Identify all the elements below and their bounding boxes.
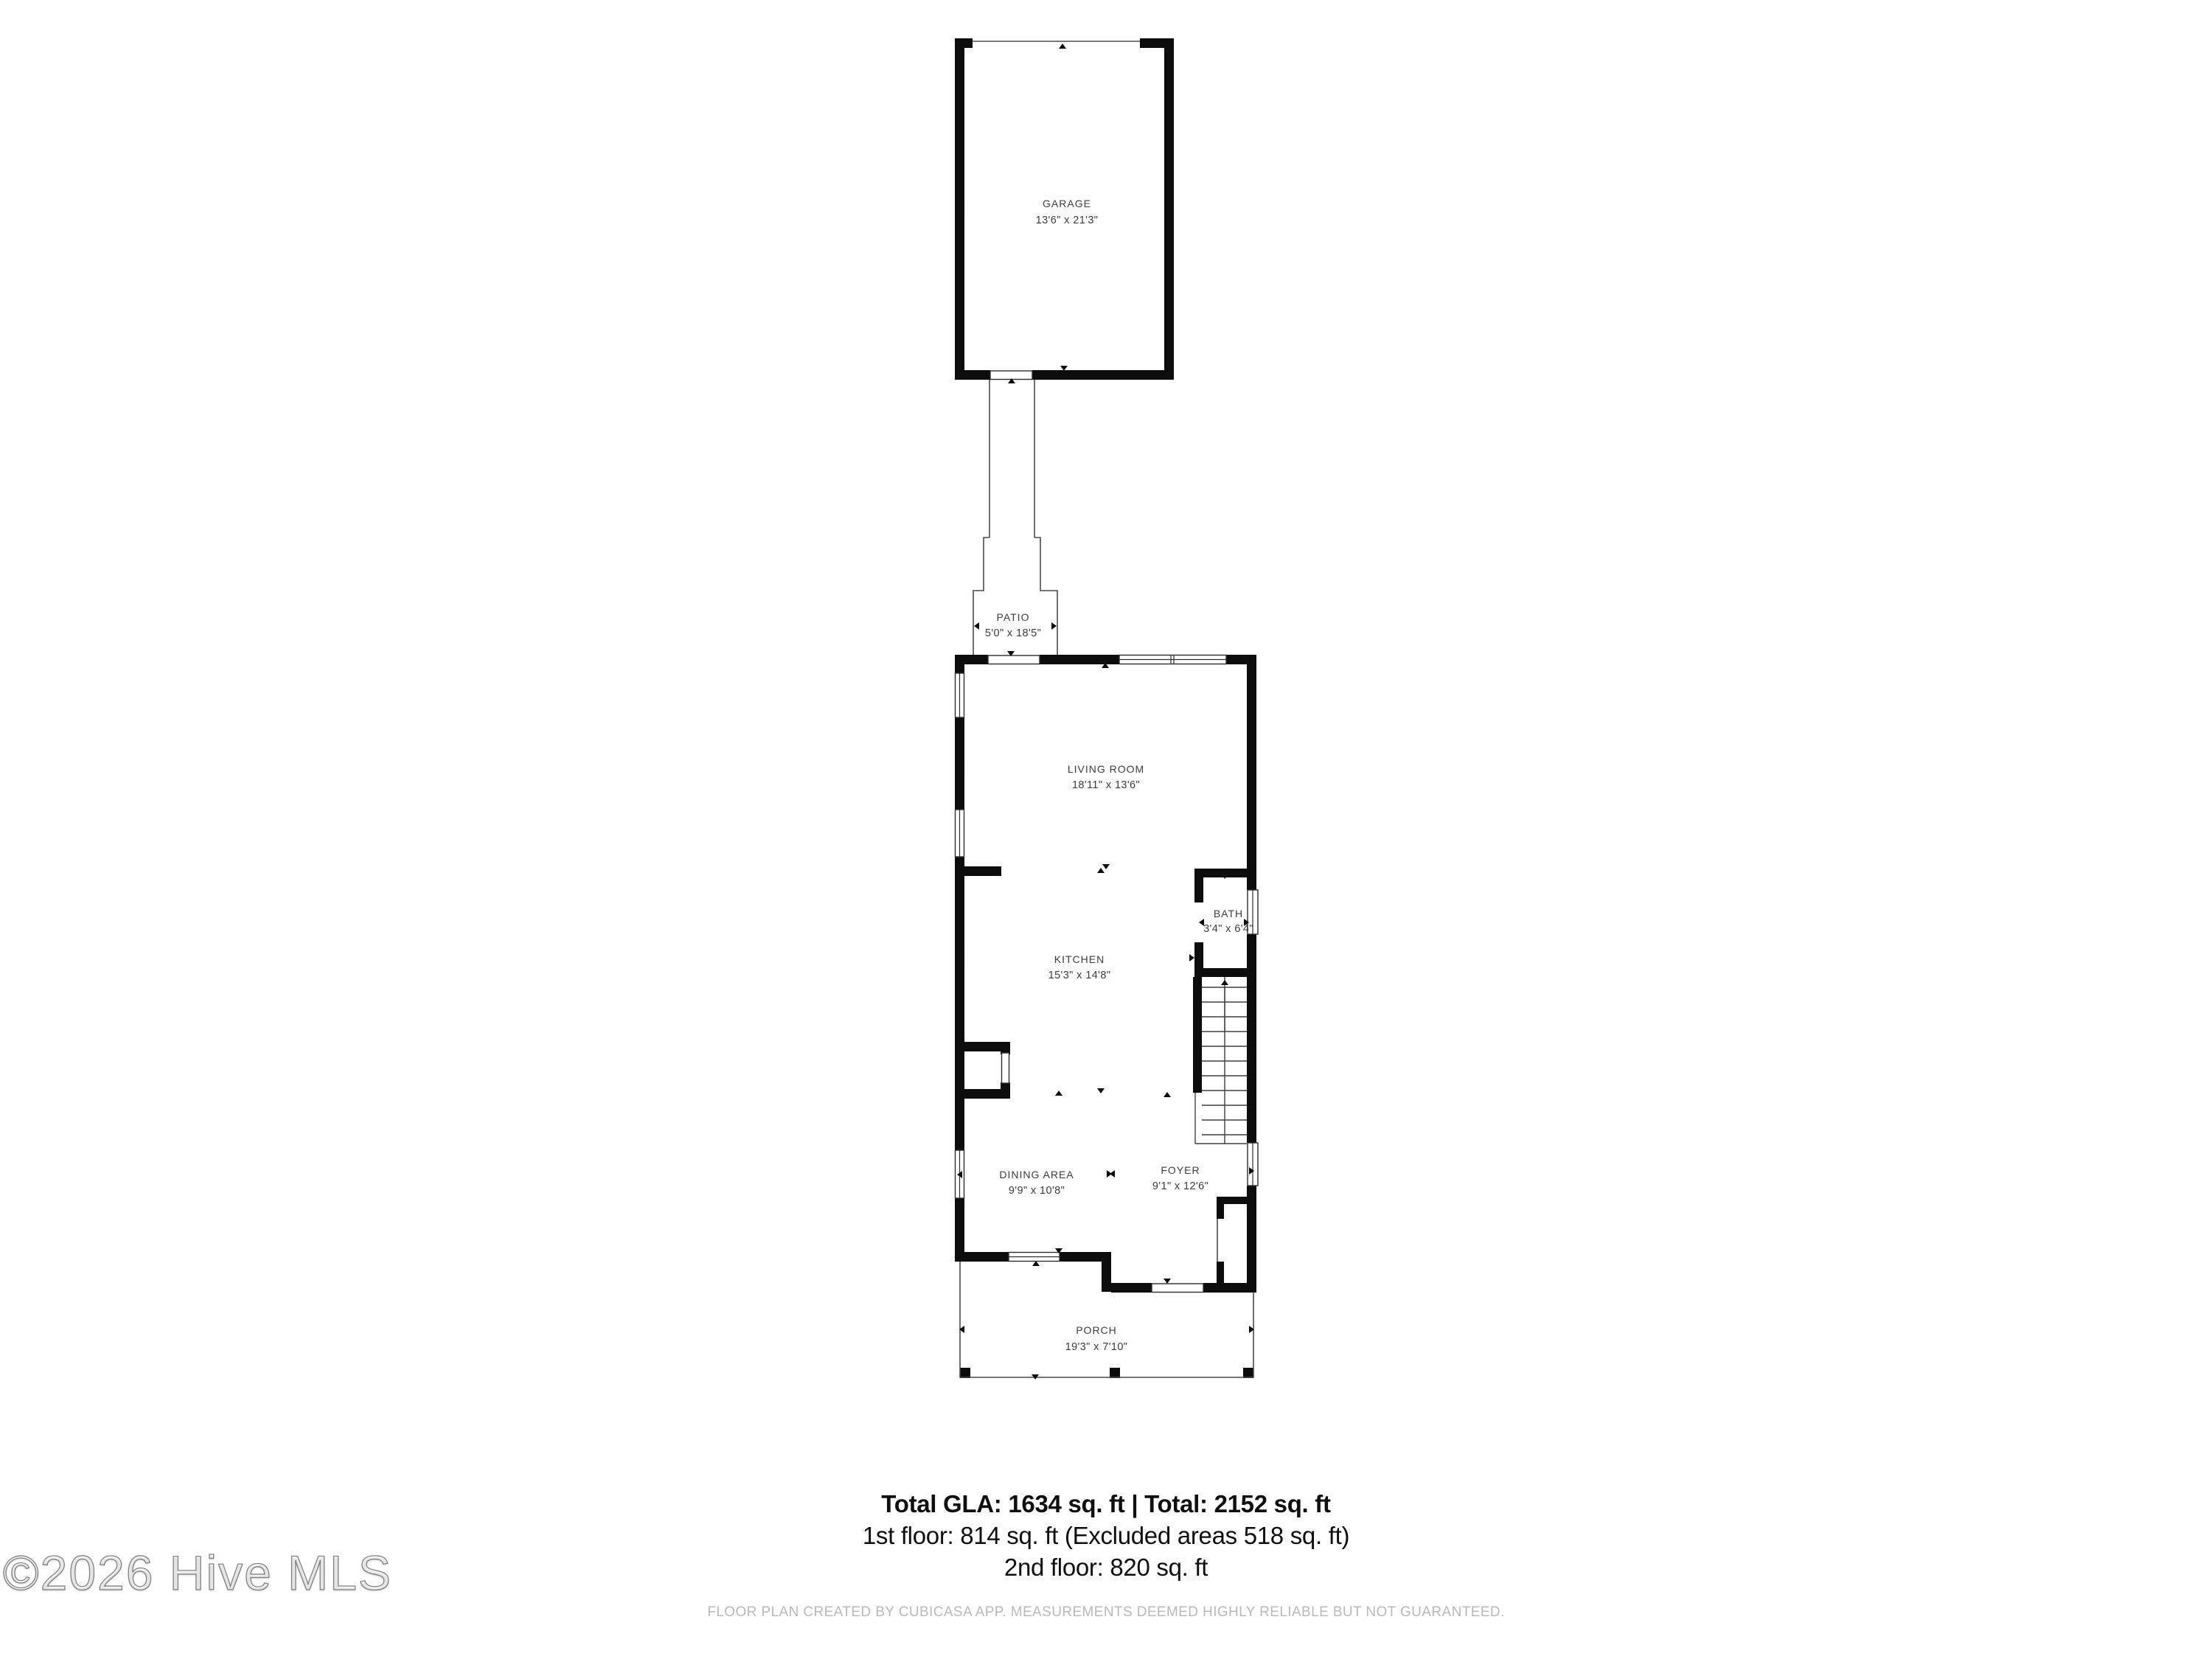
dining-front-window: [1009, 1253, 1060, 1262]
room-label-porch: PORCH: [1076, 1324, 1117, 1336]
bath-left-wall-upper: [1194, 869, 1203, 902]
garage-bottom-wall-right: [1032, 370, 1174, 380]
front-door: [1152, 1284, 1203, 1293]
stair-left-wall: [1193, 977, 1202, 1093]
house-top-wall-mid: [1040, 655, 1119, 664]
second-floor-line: 2nd floor: 820 sq. ft: [1004, 1554, 1208, 1581]
kitchen-divider-wall: [955, 866, 1001, 876]
nook-top-wall: [1217, 1197, 1248, 1204]
room-dims-living-room: 18'11" x 13'6": [1071, 779, 1141, 791]
arrow-marker: [1055, 1091, 1062, 1096]
house-left-wall-3: [955, 857, 964, 1150]
patio-sliding-door: [988, 655, 1040, 664]
closet-right-stub-lower: [1001, 1082, 1010, 1099]
garage-top-left-corner: [955, 38, 973, 48]
arrow-marker: [1164, 1092, 1171, 1097]
house-right-wall-1: [1247, 655, 1256, 890]
interior-walls: [955, 866, 1247, 1099]
arrow-marker: [1051, 622, 1057, 630]
arrow-marker: [1097, 868, 1105, 873]
dining-bottom-wall-left: [955, 1252, 1009, 1262]
living-room-side-window-1: [956, 673, 964, 717]
arrow-marker: [1189, 954, 1194, 961]
arrow-marker: [1164, 1279, 1171, 1284]
room-dims-patio: 5'0" x 18'5": [984, 627, 1042, 639]
arrow-marker: [1102, 864, 1110, 869]
nook-stub-lower: [1217, 1262, 1224, 1284]
room-dims-porch: 19'3" x 7'10": [1065, 1341, 1128, 1353]
foyer-window: [1248, 1143, 1258, 1186]
windows-doors: [956, 371, 1259, 1293]
arrow-marker: [1097, 1088, 1105, 1093]
garage-service-door: [990, 371, 1032, 380]
bath-bottom-wall: [1194, 968, 1247, 977]
arrow-marker: [1221, 980, 1228, 985]
room-label-garage: GARAGE: [1043, 198, 1091, 209]
room-label-patio: PATIO: [996, 611, 1030, 623]
closet-door: [1002, 1053, 1009, 1083]
step-wall: [1102, 1252, 1111, 1292]
first-floor-line: 1st floor: 814 sq. ft (Excluded areas 518 sq. ft): [862, 1522, 1350, 1549]
porch-posts: [960, 1368, 1253, 1378]
room-dims-bath: 3'4" x 6'4": [1203, 923, 1253, 935]
total-gla-line: Total GLA: 1634 sq. ft | Total: 2152 sq. ft: [881, 1490, 1331, 1517]
room-label-dining: DINING AREA: [999, 1169, 1074, 1180]
mls-watermark: ©2026 Hive MLS: [3, 1545, 392, 1600]
porch-post-right: [1243, 1368, 1253, 1378]
nook-stub-upper: [1217, 1204, 1224, 1219]
garage-top-right-corner: [1140, 38, 1174, 48]
room-label-bath: BATH: [1213, 908, 1244, 919]
room-dims-foyer: 9'1" x 12'6": [1152, 1180, 1209, 1192]
porch-post-center: [1110, 1368, 1120, 1378]
room-dims-garage: 13'6" x 21'3": [1035, 215, 1099, 226]
room-dims-dining: 9'9" x 10'8": [1008, 1185, 1065, 1197]
room-label-living-room: LIVING ROOM: [1067, 763, 1145, 775]
foyer-bottom-wall-right: [1203, 1283, 1256, 1293]
house-right-wall-2: [1247, 934, 1256, 1143]
room-dims-kitchen: 15'3" x 14'8": [1048, 970, 1111, 981]
living-room-window: [1119, 655, 1226, 664]
room-label-foyer: FOYER: [1161, 1164, 1200, 1176]
house-right-wall-3: [1247, 1186, 1256, 1292]
arrow-marker: [974, 622, 979, 630]
living-room-side-window-2: [956, 810, 964, 857]
foyer-bottom-wall-left: [1111, 1283, 1152, 1293]
disclaimer-text: FLOOR PLAN CREATED BY CUBICASA APP. MEASUREMENTS DEEMED HIGHLY RELIABLE BUT NOT GUARANTEED.: [707, 1604, 1505, 1620]
house-left-wall-1: [955, 655, 964, 673]
arrow-marker: [1059, 44, 1066, 49]
porch-post-left: [960, 1368, 970, 1378]
arrow-marker: [1110, 1170, 1115, 1178]
arrow-marker: [1060, 366, 1068, 371]
room-label-kitchen: KITCHEN: [1054, 953, 1105, 965]
garage-bottom-wall-left: [955, 370, 990, 380]
